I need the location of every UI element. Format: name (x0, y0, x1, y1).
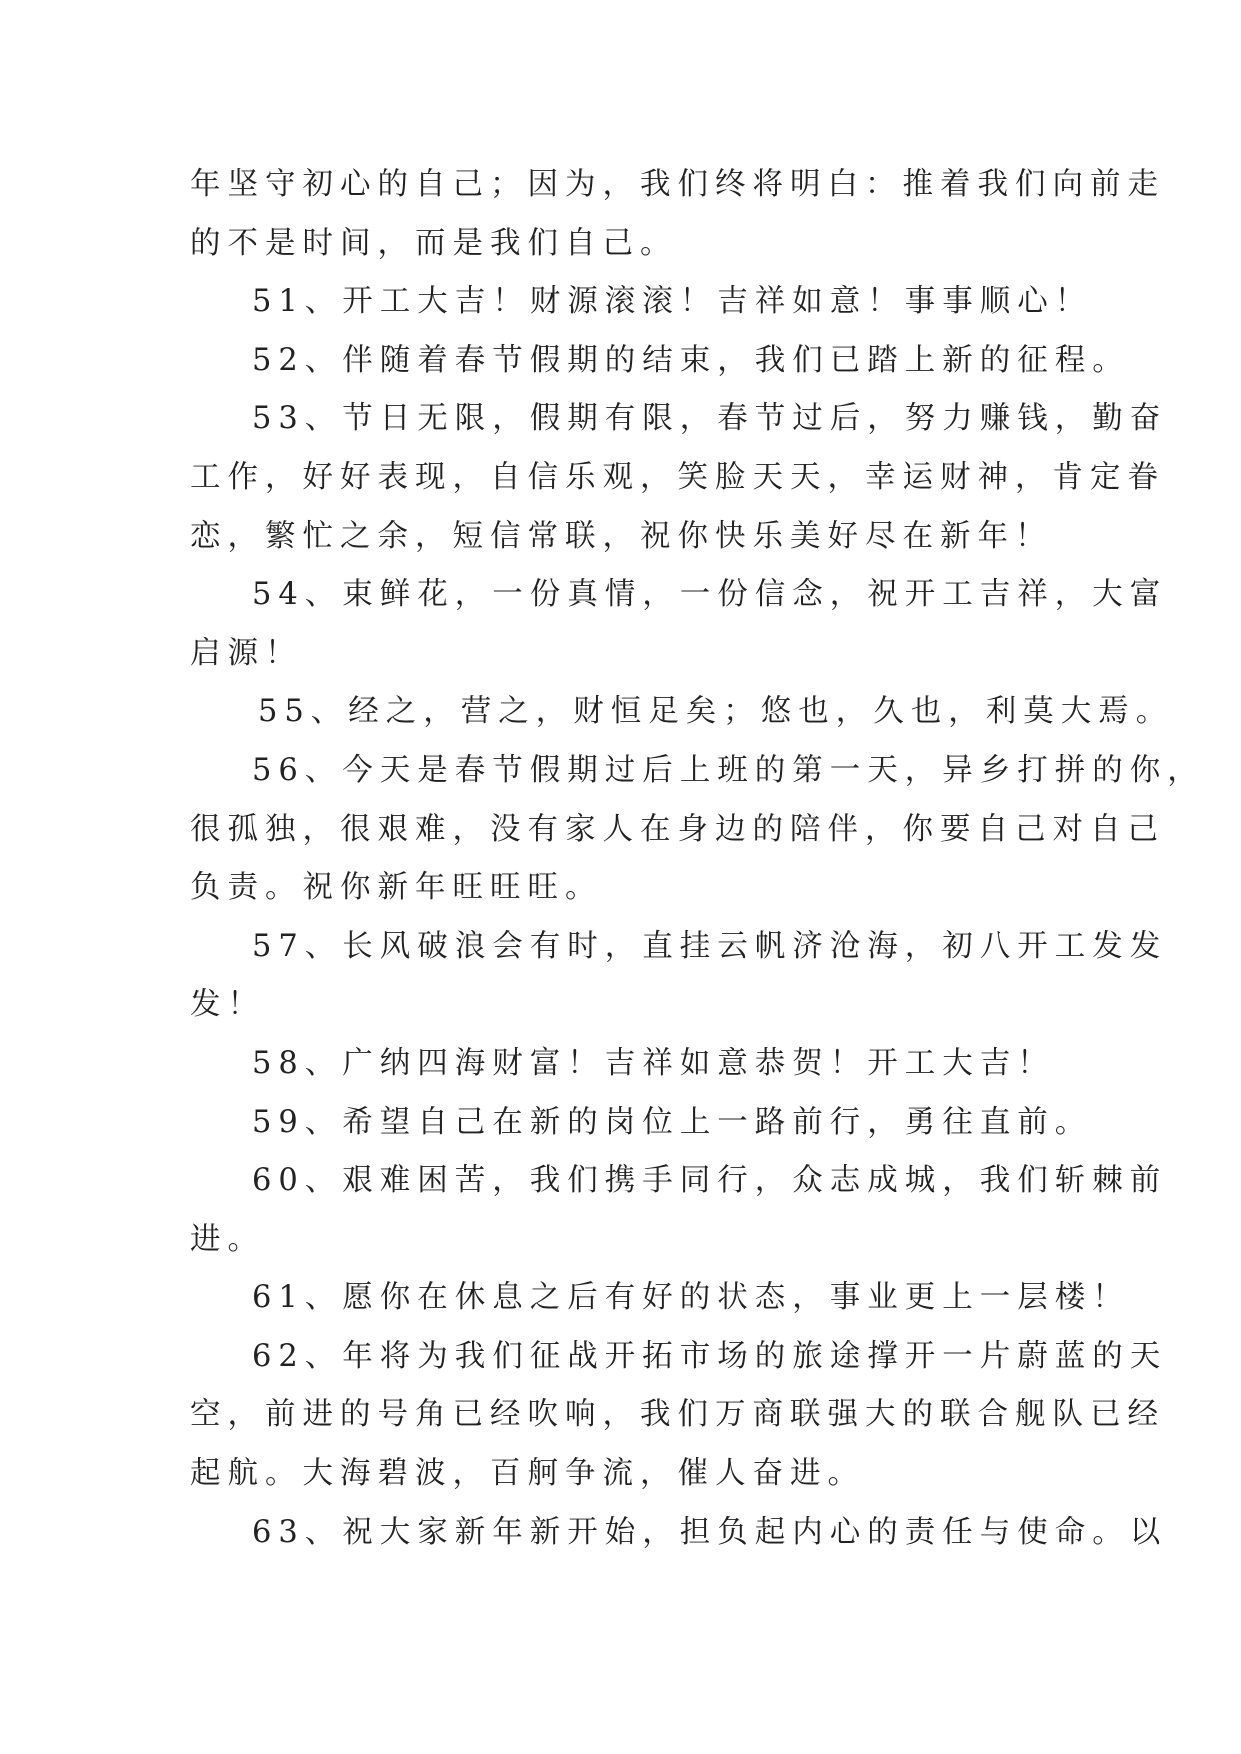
paragraph-53: 53、节日无限，假期有限，春节过后，努力赚钱，勤奋 (252, 401, 1168, 437)
text-line: 很孤独，很艰难，没有家人在身边的陪伴，你要自己对自己 (190, 811, 1165, 847)
paragraph-63: 63、祝大家新年新开始，担负起内心的责任与使命。以 (252, 1514, 1168, 1550)
paragraph-51: 51、开工大吉！财源滚滚！吉祥如意！事事顺心！ (252, 284, 1093, 320)
paragraph-57: 57、长风破浪会有时，直挂云帆济沧海，初八开工发发 (252, 928, 1168, 964)
text-line: 年坚守初心的自己；因为，我们终将明白：推着我们向前走 (190, 167, 1165, 202)
paragraph-54: 54、束鲜花，一份真情，一份信念，祝开工吉祥，大富 (252, 577, 1168, 613)
paragraph-62: 62、年将为我们征战开拓市场的旅途撑开一片蔚蓝的天 (252, 1338, 1168, 1374)
text-line: 工作，好好表现，自信乐观，笑脸天天，幸运财神，肯定眷 (190, 459, 1165, 495)
paragraph-52: 52、伴随着春节假期的结束，我们已踏上新的征程。 (252, 342, 1130, 378)
paragraph-56: 56、今天是春节假期过后上班的第一天，异乡打拼的你， (252, 752, 1205, 788)
text-line: 发！ (190, 987, 265, 1023)
text-line: 空，前进的号角已经吹响，我们万商联强大的联合舰队已经 (190, 1397, 1165, 1433)
text-line: 的不是时间，而是我们自己。 (190, 225, 678, 261)
paragraph-58: 58、广纳四海财富！吉祥如意恭贺！开工大吉！ (252, 1045, 1055, 1081)
paragraph-60: 60、艰难困苦，我们携手同行，众志成城，我们斩棘前 (252, 1163, 1168, 1199)
text-line: 恋，繁忙之余，短信常联，祝你快乐美好尽在新年！ (190, 518, 1053, 554)
text-line: 起航。大海碧波，百舸争流，催人奋进。 (190, 1456, 865, 1492)
text-line: 启源！ (190, 635, 303, 671)
text-line: 进。 (190, 1221, 265, 1257)
text-line: 负责。祝你新年旺旺旺。 (190, 870, 603, 906)
document-body (190, 156, 1205, 1562)
paragraph-59: 59、希望自己在新的岗位上一路前行，勇往直前。 (252, 1104, 1093, 1140)
paragraph-55: 55、经之，营之，财恒足矣；悠也，久也，利莫大焉。 (258, 694, 1174, 730)
paragraph-61: 61、愿你在休息之后有好的状态，事业更上一层楼！ (252, 1280, 1130, 1316)
